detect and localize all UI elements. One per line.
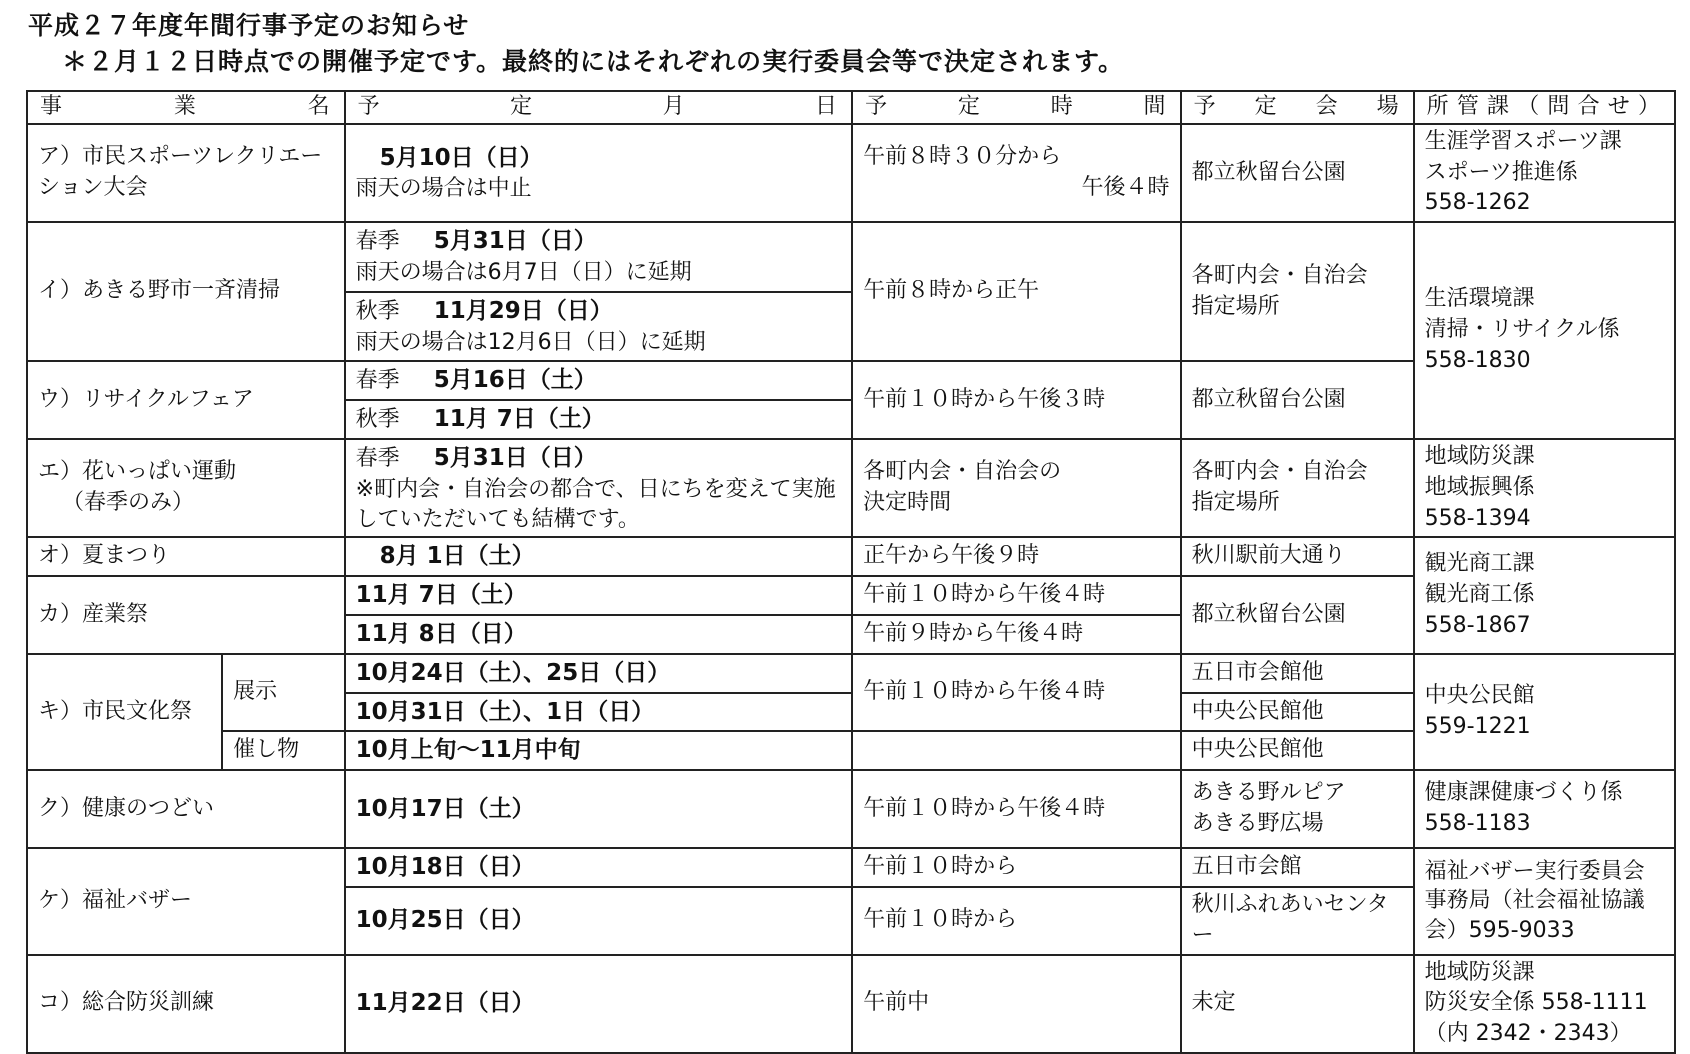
header-event: 事業名 xyxy=(27,91,345,124)
event-name: オ）夏まつり xyxy=(27,537,345,576)
dept-name: 生活環境課 xyxy=(1424,286,1535,312)
season-label: 秋季 xyxy=(355,298,400,324)
dept-tel: 559-1221 xyxy=(1424,713,1531,739)
event-date xyxy=(345,955,852,1053)
event-venue: 都立秋留台公園 xyxy=(1181,124,1414,222)
table-row xyxy=(27,770,1675,848)
event-dept xyxy=(1414,770,1675,848)
dept-name: 地域防災課 xyxy=(1424,959,1535,985)
date-note: 雨天の場合は中止 xyxy=(355,175,532,201)
date-value: 5月31日（日） xyxy=(433,445,597,472)
event-name-line: エ）花いっぱい運動 xyxy=(38,459,237,485)
event-dept xyxy=(1414,537,1675,653)
season-label: 春季 xyxy=(355,446,400,472)
venue-line: 指定場所 xyxy=(1191,490,1280,516)
event-date xyxy=(345,400,852,439)
schedule-table xyxy=(26,90,1676,1054)
event-time: 午前１０時から午後４時 xyxy=(852,576,1181,615)
event-name: ウ）リサイクルフェア xyxy=(27,361,345,439)
event-time xyxy=(852,439,1181,537)
dept-section: 防災安全係 558-1111 xyxy=(1424,990,1648,1016)
event-venue xyxy=(1181,222,1414,361)
table-row xyxy=(27,848,1675,887)
dept-section: 清掃・リサイクル係 xyxy=(1424,317,1620,343)
date-value: 10月18日（日） xyxy=(355,854,535,881)
event-date xyxy=(345,654,852,693)
date-note: 雨天の場合は6月7日（日）に延期 xyxy=(355,259,692,285)
event-date xyxy=(345,292,852,362)
dept-ext: （内 2342・2343） xyxy=(1424,1021,1632,1047)
date-value: 10月上旬～11月中旬 xyxy=(355,737,581,764)
venue-line: 各町内会・自治会 xyxy=(1191,262,1368,288)
dept-tel: 558-1394 xyxy=(1424,505,1531,531)
date-value: 10月31日（土）、1日（日） xyxy=(355,698,655,725)
page-subtitle: ＊２月１２日時点での開催予定です。最終的にはそれぞれの実行委員会等で決定されます。 xyxy=(62,47,1125,76)
event-venue: 五日市会館他 xyxy=(1181,654,1414,693)
event-venue xyxy=(1181,439,1414,537)
dept-name: 健康課健康づくり係 xyxy=(1424,780,1623,806)
date-value: 5月10日（日） xyxy=(379,144,543,171)
date-value: 5月31日（日） xyxy=(433,228,597,255)
event-date xyxy=(345,848,852,887)
event-venue: 中央公民館他 xyxy=(1181,731,1414,770)
event-date xyxy=(345,124,852,222)
event-venue: 都立秋留台公園 xyxy=(1181,576,1414,654)
table-row xyxy=(27,222,1675,292)
date-value: 11月 7日（土） xyxy=(433,406,605,433)
time-line: 各町内会・自治会の xyxy=(863,459,1062,485)
event-venue xyxy=(1181,770,1414,848)
event-time: 午前１０時から午後３時 xyxy=(852,361,1181,439)
dept-tel: 558-1867 xyxy=(1424,612,1531,638)
date-value: 11月 8日（日） xyxy=(355,620,527,647)
season-label: 秋季 xyxy=(355,407,400,433)
event-time xyxy=(852,124,1181,222)
event-date xyxy=(345,615,852,654)
event-date xyxy=(345,537,852,576)
event-name: ア）市民スポーツレクリエーション大会 xyxy=(27,124,345,222)
event-name: ケ）福祉バザー xyxy=(27,848,345,954)
date-note: 雨天の場合は12月6日（日）に延期 xyxy=(355,329,706,355)
dept-name: 地域防災課 xyxy=(1424,443,1535,469)
dept-tel: 558-1183 xyxy=(1424,811,1531,837)
event-name: カ）産業祭 xyxy=(27,576,345,654)
time-end: 午後４時 xyxy=(1081,174,1170,200)
date-value: 8月 1日（土） xyxy=(379,543,535,570)
event-name: イ）あきる野市一斉清掃 xyxy=(27,222,345,361)
event-dept xyxy=(1414,955,1675,1053)
event-time: 午前８時から正午 xyxy=(852,222,1181,361)
event-venue: 都立秋留台公園 xyxy=(1181,361,1414,439)
event-name: ク）健康のつどい xyxy=(27,770,345,848)
table-row xyxy=(27,654,1675,693)
venue-line: あきる野ルピア xyxy=(1191,780,1346,806)
dept-name: 観光商工課 xyxy=(1424,551,1535,577)
dept-section: スポーツ推進係 xyxy=(1424,159,1578,185)
venue-line: あきる野広場 xyxy=(1191,811,1324,837)
date-value: 11月29日（日） xyxy=(433,297,613,324)
event-date xyxy=(345,770,852,848)
event-name: キ）市民文化祭 xyxy=(27,654,222,770)
event-dept xyxy=(1414,222,1675,439)
dept-name: 中央公民館 xyxy=(1424,683,1535,709)
event-time: 正午から午後９時 xyxy=(852,537,1181,576)
date-value: 11月22日（日） xyxy=(355,990,535,1017)
event-venue: 中央公民館他 xyxy=(1181,693,1414,732)
event-dept: 福祉バザー実行委員会事務局（社会福祉協議会）595-9033 xyxy=(1414,848,1675,954)
date-value: 11月 7日（土） xyxy=(355,582,527,609)
event-venue: 秋川ふれあいセンター xyxy=(1181,887,1414,955)
event-subcategory: 展示 xyxy=(222,654,345,732)
event-venue: 未定 xyxy=(1181,955,1414,1053)
event-name-line: （春季のみ） xyxy=(62,490,195,516)
event-time xyxy=(852,731,1181,770)
event-time: 午前中 xyxy=(852,955,1181,1053)
event-venue: 秋川駅前大通り xyxy=(1181,537,1414,576)
event-time: 午前１０時から xyxy=(852,887,1181,955)
event-time: 午前１０時から xyxy=(852,848,1181,887)
event-name: コ）総合防災訓練 xyxy=(27,955,345,1053)
venue-line: 各町内会・自治会 xyxy=(1191,459,1368,485)
event-time: 午前１０時から午後４時 xyxy=(852,770,1181,848)
event-dept xyxy=(1414,124,1675,222)
event-dept xyxy=(1414,439,1675,537)
header-row xyxy=(27,91,1675,124)
event-date xyxy=(345,576,852,615)
table-row xyxy=(27,537,1675,576)
venue-line: 指定場所 xyxy=(1191,293,1280,319)
season-label: 春季 xyxy=(355,229,400,255)
time-start: 午前８時３０分から xyxy=(863,144,1062,170)
event-date xyxy=(345,731,852,770)
event-time: 午前１０時から午後４時 xyxy=(852,654,1181,732)
dept-name: 生涯学習スポーツ課 xyxy=(1424,128,1622,154)
event-time: 午前９時から午後４時 xyxy=(852,615,1181,654)
event-subcategory: 催し物 xyxy=(222,731,345,770)
header-venue: 予定会場 xyxy=(1181,91,1414,124)
header-dept: 所管課（問合せ） xyxy=(1414,91,1675,124)
event-date xyxy=(345,887,852,955)
header-date: 予定月日 xyxy=(345,91,852,124)
season-label: 春季 xyxy=(355,368,400,394)
event-venue: 五日市会館 xyxy=(1181,848,1414,887)
page-title: 平成２７年度年間行事予定のお知らせ xyxy=(28,11,470,40)
event-date xyxy=(345,693,852,732)
event-date xyxy=(345,361,852,400)
table-row xyxy=(27,124,1675,222)
dept-tel: 558-1830 xyxy=(1424,347,1531,373)
dept-tel: 558-1262 xyxy=(1424,190,1531,216)
time-line: 決定時間 xyxy=(863,490,952,516)
table-row xyxy=(27,955,1675,1053)
event-date xyxy=(345,222,852,292)
dept-section: 地域振興係 xyxy=(1424,474,1535,500)
event-name xyxy=(27,439,345,537)
event-dept xyxy=(1414,654,1675,770)
dept-section: 観光商工係 xyxy=(1424,582,1535,608)
date-value: 5月16日（土） xyxy=(433,367,597,394)
header-time: 予定時間 xyxy=(852,91,1181,124)
date-value: 10月17日（土） xyxy=(355,795,535,822)
date-value: 10月24日（土）、25日（日） xyxy=(355,659,671,686)
date-note: ※町内会・自治会の都合で、日にちを変えて実施していただいても結構です。 xyxy=(355,476,836,532)
event-date xyxy=(345,439,852,537)
table-row xyxy=(27,439,1675,537)
date-value: 10月25日（日） xyxy=(355,907,535,934)
